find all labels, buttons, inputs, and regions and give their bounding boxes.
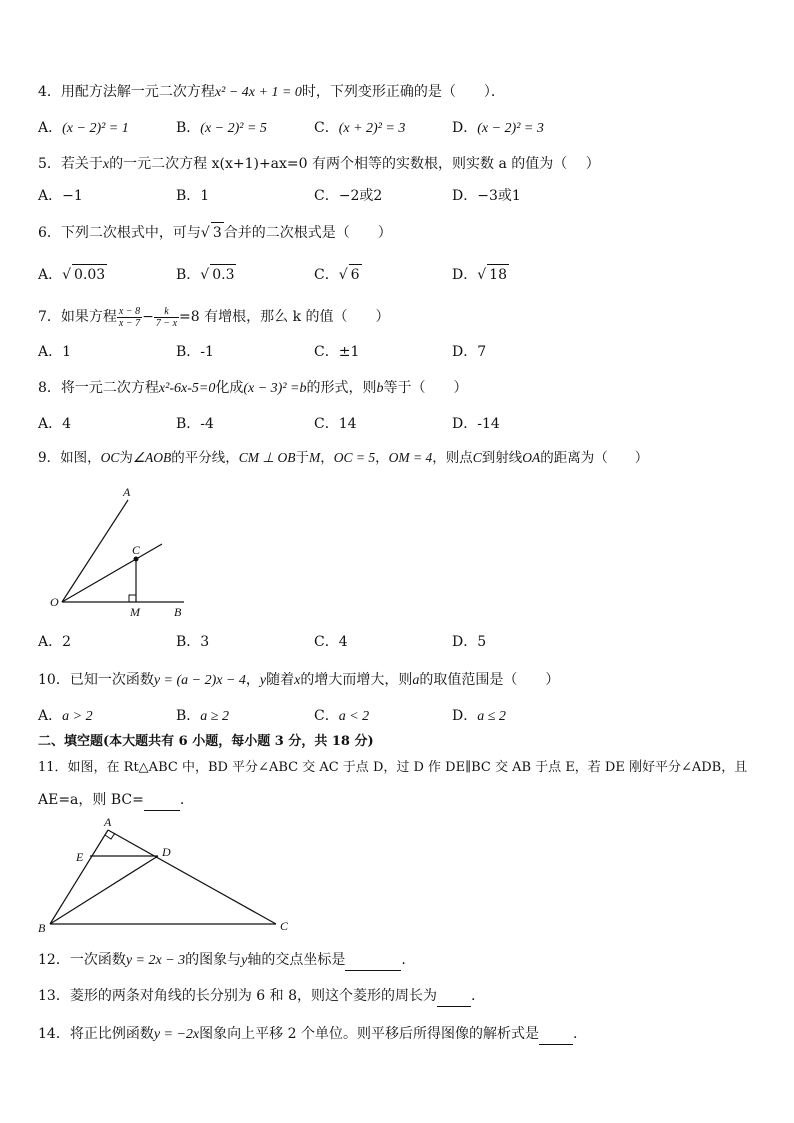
label-b: B [38, 921, 46, 935]
q4-option-d: D．(x − 2)² = 3 [452, 120, 544, 136]
q10-option-a: A．a > 2 [38, 708, 93, 724]
q7-option-d: D．7 [452, 344, 487, 360]
q8-option-a: A．4 [38, 416, 72, 432]
q7-fraction-2: $\frac{k}{7 - x}$ [155, 305, 178, 329]
q7-option-c: C．±1 [314, 344, 360, 360]
q8-option-c: C．14 [314, 416, 357, 432]
segment-bd [50, 856, 158, 924]
q8-option-d: D．-14 [452, 416, 500, 432]
q6-option-a: A．√ 0.03 [38, 264, 107, 285]
q11-answer-blank[interactable] [144, 790, 180, 811]
q9-stem: 9．如图，OC为∠AOB的平分线，CM ⊥ OB于M，OC = 5，OM = 4，则点C到射线OA的距离为（ ） [38, 450, 649, 466]
label-c: C [280, 919, 289, 933]
q9-option-a: A．2 [38, 634, 72, 650]
q5-option-c: C．−2或2 [314, 188, 383, 204]
q6-option-c: C．√ 6 [314, 264, 362, 285]
q4-equation: x² − 4x + 1 = 0 [214, 85, 302, 100]
q11-stem-line1: 11．如图，在 Rt△ABC 中，BD 平分∠ABC 交 AC 于点 D，过 D 作 DE∥BC 交 AB 于点 E，若 DE 刚好平分∠ADB，且 [38, 760, 748, 775]
point-c [134, 557, 139, 562]
q10-option-c: C．a < 2 [314, 708, 370, 724]
ray-oc [62, 544, 162, 602]
q11-stem-line2: AE=a，则 BC= . [38, 790, 184, 811]
q4-option-c: C．(x + 2)² = 3 [314, 120, 406, 136]
q8-option-b: B．-4 [176, 416, 214, 432]
side-ab [50, 830, 108, 924]
q10-option-b: B．a ≥ 2 [176, 708, 229, 724]
q4-stem: 4．用配方法解一元二次方程x² − 4x + 1 = 0时，下列变形正确的是（ ）． [38, 84, 505, 100]
side-ac [108, 830, 276, 924]
q10-option-d: D．a ≤ 2 [452, 708, 506, 724]
q12-answer-blank[interactable] [345, 950, 401, 971]
q4-option-b: B．(x − 2)² = 5 [176, 120, 267, 136]
right-angle-mark [129, 595, 136, 602]
q5-option-d: D．−3或1 [452, 188, 521, 204]
q9-option-b: B．3 [176, 634, 210, 650]
label-c: C [132, 543, 141, 557]
q12-stem: 12．一次函数y = 2x − 3的图象与y轴的交点坐标是 . [38, 950, 406, 971]
q6-stem: 6．下列二次根式中，可与√ 3 合并的二次根式是（ ） [38, 222, 392, 243]
label-m: M [130, 605, 140, 619]
label-a: A [123, 485, 131, 499]
q11-figure [36, 812, 296, 936]
label-b: B [174, 605, 182, 619]
q9-figure [40, 480, 200, 622]
label-e: E [76, 850, 84, 864]
ray-oa [62, 500, 128, 602]
q5-option-a: A．−1 [38, 188, 83, 204]
q7-fraction-1: $\frac{x - 8}{x - 7}$ [118, 305, 141, 329]
section-2-heading: 二、填空题(本大题共有 6 小题，每小题 3 分，共 18 分) [38, 734, 374, 749]
q5-option-b: B．1 [176, 188, 210, 204]
q10-stem: 10．已知一次函数y = (a − 2)x − 4，y随着x的增大而增大，则a的取值范围是（ ） [38, 672, 560, 688]
q9-option-d: D．5 [452, 634, 487, 650]
q9-option-c: C．4 [314, 634, 348, 650]
q4-option-a: A．(x − 2)² = 1 [38, 120, 129, 136]
q13-answer-blank[interactable] [437, 986, 471, 1007]
q14-answer-blank[interactable] [539, 1024, 573, 1045]
right-angle-mark [105, 833, 115, 839]
q6-option-d: D．√ 18 [452, 264, 509, 285]
q13-stem: 13．菱形的两条对角线的长分别为 6 和 8，则这个菱形的周长为 . [38, 986, 475, 1007]
q6-option-b: B．√ 0.3 [176, 264, 236, 285]
label-d: D [162, 845, 171, 859]
label-o: O [50, 595, 59, 609]
q7-option-a: A．1 [38, 344, 72, 360]
q14-stem: 14．将正比例函数y = −2x图象向上平移 2 个单位。则平移后所得图像的解析式是 . [38, 1024, 577, 1045]
q5-stem: 5．若关于x的一元二次方程 x(x+1)+ax=0 有两个相等的实数根，则实数 a 的值为（ ） [38, 156, 600, 172]
q7-stem: 7．如果方程 $\frac{x - 8}{x - 7}$ − $\frac{k}{7 - x}$ =8 有增根，那么 k 的值（ ） [38, 305, 390, 329]
q7-option-b: B．-1 [176, 344, 214, 360]
label-a: A [104, 815, 112, 829]
q8-stem: 8．将一元二次方程x²-6x-5=0化成(x − 3)² =b的形式，则b等于（ ） [38, 380, 468, 396]
